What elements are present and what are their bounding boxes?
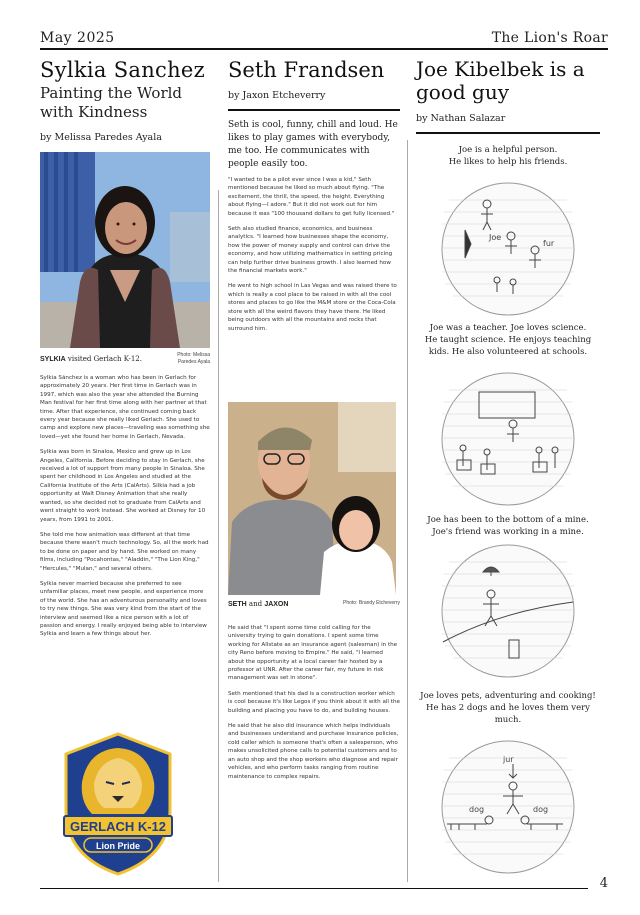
photo-credit: Photo: Brandy Etcheverry xyxy=(343,600,400,606)
article-subtitle: Painting the World with Kindness xyxy=(40,84,183,121)
drawing-dogs xyxy=(439,738,577,876)
paragraph: Sylkia never married because she preferred to see unfamiliar places, meet new people, and experience more of the world. She has an adventurous personality and loves to try new things. She was very kind from the start of the interview and seemed like a nice person with a lot of passion and energy. I really enjoyed being able to interview Sylkia and learn a few things about her. xyxy=(40,580,207,638)
paragraph: Seth mentioned that his dad is a construction worker which is cool because it's like Legos if you think about it with all the building and placing you have to do, and building houses. xyxy=(228,690,400,714)
logo-title: GERLACH K-12 xyxy=(69,819,167,834)
article-title: Joe Kibelbek is a good guy xyxy=(416,57,585,104)
article-seth xyxy=(228,58,400,780)
gerlach-lion-logo xyxy=(58,730,178,878)
column-divider xyxy=(218,190,219,882)
article-byline: by Nathan Salazar xyxy=(416,113,506,124)
sylkia-photo xyxy=(40,152,210,348)
logo-subtitle: Lion Pride xyxy=(95,841,141,851)
title-rule xyxy=(228,109,400,111)
article-title: Sylkia Sanchez xyxy=(40,58,206,82)
article-joe xyxy=(416,57,600,814)
paragraph: Sylkia Sánchez is a woman who has been in Gerlach for approximately 20 years. Her first time in Gerlach was in 1997, which was also the year she attended the Burning Man festival for her first time along with her partner at that time. After that experience, she continued coming back every year because she really liked Gerlach. She used to camp and explore new places—traveling was something she loved—yet she found her home in Gerlach, Nevada. xyxy=(40,375,210,440)
paragraph: He said that he also did insurance which helps individuals and businesses understand and purchase insurance policies, cold caller which is someone that's often a salesperson, who makes unsolicited phone calls to potential customers and to an auto shop and the shop workers who diagnose and repair vehicles, and who perform tasks ranging from routine maintenance to complex repairs. xyxy=(228,723,399,780)
header-rule xyxy=(40,48,608,50)
article-body xyxy=(40,374,210,646)
column-divider xyxy=(407,140,408,882)
paragraph: He said that "I spent some time cold calling for the university trying to gain donations. I spent some time working for Allstate as an insurance agent (salesman) in the city Reno before moving to Empire." He said, "I learned about the opportunity at a local career fair hosted by a professor at UNR. After the career fair, my future in risk management was set in stone". xyxy=(228,625,398,682)
drawing-word: fur xyxy=(543,239,555,248)
paragraph: Sylkia was born in Sinaloa, Mexico and grew up in Los Angeles, California. Before deciding to stay in Gerlach, she received a lot of support from many people in Sinaloa. She spent her childhood in Los Angeles and studied at the California Institute of the Arts (CalArts). Silkia had a job opportunity at Walt Disney Animation that she really wanted, so she decided not to graduate from CalArts and went straight to work instead. She worked at Disney for 10 years, from 1991 to 2001. xyxy=(40,449,206,523)
article-body xyxy=(228,624,400,788)
drawing-word: Joe xyxy=(489,233,502,242)
drawing-mine xyxy=(439,542,577,680)
drawing-classroom xyxy=(439,370,577,508)
joe-text-3: Joe has been to the bottom of a mine. Joe's friend was working in a mine. xyxy=(427,515,589,537)
paper-name: The Lion's Roar xyxy=(491,30,608,46)
joe-text-2: Joe was a teacher. Joe loves science. He taught science. He enjoys teaching kids. He also volunteered at schools. xyxy=(424,323,592,357)
paragraph: Seth also studied finance, economics, and business analytics. "I learned how businesses shape the economy, how the power of money supply and control can drive the economy, and how utilizing mathematics in setting pricing can help further drive business growth. I also learned how the financial markets work." xyxy=(228,226,393,275)
drawing-word: jur xyxy=(503,755,514,764)
photo-credit: Photo: Melissa Paredes Ayala xyxy=(177,352,210,365)
joe-text-1: Joe is a helpful person. He likes to help his friends. xyxy=(448,145,568,167)
article-sylkia xyxy=(40,58,210,851)
drawing-word: dog xyxy=(469,805,485,814)
drawing-helping-friends xyxy=(439,180,577,318)
issue-date: May 2025 xyxy=(40,30,115,46)
joe-text-4: Joe loves pets, adventuring and cooking! He has 2 dogs and he loves them very much. xyxy=(420,691,596,725)
page-number: 4 xyxy=(599,876,608,891)
article-body xyxy=(228,176,400,340)
photo-caption: SYLKIA visited Gerlach K-12. xyxy=(40,355,142,363)
article-byline: by Jaxon Etcheverry xyxy=(228,90,326,101)
article-byline: by Melissa Paredes Ayala xyxy=(40,132,162,143)
title-rule xyxy=(416,132,600,134)
page-header xyxy=(40,30,608,48)
paragraph: She told me how animation was different at that time because there wasn't much technology. So, all the work had to be done on paper and by hand. She worked on many films, including "Pocahontas," "Aladdin," "The Lion King," "Hercules," "Mulan," and several others. xyxy=(40,531,209,572)
paragraph: He went to high school in Las Vegas and was raised there to which is really a cool place to be raised in with all the cool stores and places to go like the M&M store or the Coca-Cola store with all the weird flavors they have there. He liked being outdoors with all the mountains and rocks that surround him. xyxy=(228,283,397,332)
seth-jaxon-photo xyxy=(228,402,396,595)
article-intro: Seth is cool, funny, chill and loud. He likes to play games with everybody, me too. He communicates with people easily too. xyxy=(228,120,398,169)
footer-rule xyxy=(40,888,588,889)
drawing-word: dog xyxy=(533,805,549,814)
paragraph: "I wanted to be a pilot ever since I was a kid," Seth mentioned because he liked so much about flying. "The excitement, the thrill, the speed, the height. Everything about flying—I adore." But it did not work out for him because it was "100 thousand dollars to get fully licensed." xyxy=(228,177,395,217)
article-title: Seth Frandsen xyxy=(228,58,385,82)
photo-caption: SETH and JAXON xyxy=(228,600,289,608)
